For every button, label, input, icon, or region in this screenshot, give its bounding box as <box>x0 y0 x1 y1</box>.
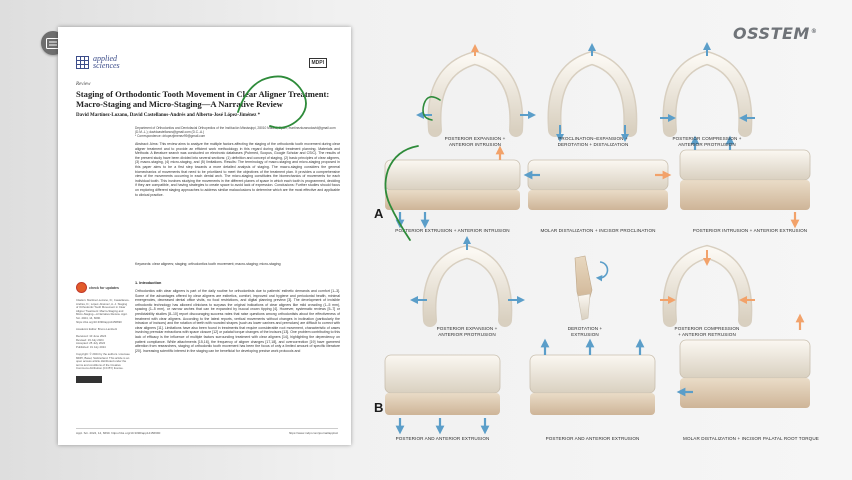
caption-b5: POSTERIOR AND ANTERIOR EXTRUSION <box>545 436 640 441</box>
journal-name-line2: sciences <box>93 61 120 70</box>
caption-b4: POSTERIOR AND ANTERIOR EXTRUSION <box>395 436 490 441</box>
side-view-a4 <box>385 150 520 224</box>
paper-abstract: Abstract: Aims: This review aims to analyze the multiple factors affecting the staging of the orthodontic tooth movement during clear aligner treatment and to provide an efficient work methodology in this regard during digital treatment planning. Materials and Methods: A literature search was conducted on electronic databases (Pubmed, Scopus, Google Scholar and CSIC). The results of the present study have been divided into several sections: (1) definition and concept of staging, (2) basic principles of clear aligners, (3) macro-staging, (4) micro-staging, and (5) limitations. Results: The terminology of macro-staging and micro-staging proposed in this paper aims to be a first step towards a more detailed analysis of staging. The macro-staging considers the general biomechanics of movements that need to be prioritized to meet the objectives of the treatment plan. It provides a comprehensive view of the movements occurring in each dental arch. The micro-staging constitutes the biomechanics of movements for each individual tooth. This involves studying the movements in the different planes of space in which each tooth is programmed, deciding if they are compatible, and having strategies to create space to avoid lack of expression. Conclusions: Further studies should focus on exploring different staging approaches to address similar malocclusions to determine which are the most effective and applicable to clinical practice. <box>135 142 340 197</box>
caption-a4: POSTERIOR EXTRUSION + ANTERIOR INTRUSION <box>395 228 510 233</box>
journal-name-line1: applied <box>93 54 117 63</box>
caption-a1: POSTERIOR EXPANSION + ANTERIOR INTRUSION <box>444 136 506 147</box>
arch-a2 <box>554 47 630 138</box>
single-tooth-b2 <box>575 256 608 320</box>
paper-keywords: Keywords: clear aligners; staging; orthodontics tooth movement; macro-staging; micro-staging <box>135 262 281 266</box>
caption-a2: PROCLINATION–EXPANSION + DEROTATION + DISTALIZATION <box>557 136 629 147</box>
paper-body: Orthodontics with clear aligners is part of the daily routine for orthodontists due to patients' esthetic demands and comfort [1–3]. Some of the advantages offered by clear aligners are esthetics, comfort, improved oral hygiene and periodontal health, minimal emergencies, decreased dental office visits, no food restrictions, and digital planning preview [3]. The development of invisible orthodontic technology has allowed clinicians to surpass the original indications of clear aligners like mild crowding (1–5 mm), spacing (1–5 mm), or narrow arches that can be expanded by buccal crown tipping [4]. However, systematic reviews [5–7] or predictability studies [8–10] report discouraging success rates that raise questions among orthodontists about the effectiveness of treatment with clear aligners. According to the latest reports, vertical movements without changes in inclination (particularly the intrusion of incisors) and the rotation of teeth with rounded shapes (such as lower canines and premolars) are difficult to correct with clear aligners [11]. Limitations have also been found in treatments that require considerable root movement, characteristic of cases involving premolar extractions with space closure [12] or palatal torque changes of the incisors [13]. One problem contributing to this lack of efficacy is the influence of multiple factors surrounding treatment with clear aligners [14], highlighting the dependency on patient compliance. While attachments [15,16], the frequency of aligner changes [17,18], and overcorrection [19] have garnered attention from researchers, staging of orthodontic tooth movement has been the focus of only a limited amount of specific literature [20]. Increasing scientific interest in the staging can be beneficial for developing precise work protocols and <box>135 289 340 353</box>
citation-info: Citation: Martínez-Lozano, D.; Castellanos-Andrés, D.; López-Jiménez, A.-J. Staging of Orthodontic Tooth Movement in Clear Aligner Treatment: Macro-Staging and Micro-Staging—A Narrative Review. Appl. Sci. 2024, 14, 6690. https://doi.org/10.3390/app14156690 Academic Editor: Bruno Lamberti Received: 10 June 2024 Revised: 19 July 2024 Accepted: 25 July 2024 Published: 31 July 2024 Copyright: © 2024 by the authors. Licensee MDPI, Basel, Switzerland. This article is an open access article distributed under the terms and conditions of the Creative Commons Attribution (CC BY) license. <box>76 298 130 371</box>
brand-name: OSSTEM <box>733 24 810 43</box>
label-b: B <box>374 400 384 415</box>
paper-authors: David Martínez-Lozano, David Castellanos-Andrés and Alberto-José López-Jiménez * <box>76 113 261 118</box>
paper-affiliation: Department of Orthodontics and Dentofacial Orthopedics of the Institución Mississippi, 28010 Madrid, Spain; martinezlozanodavid@gmail.com (D.M.-L.); davidcastellanos@gmail.com (D.C.-A.) * Correspondence: drlopezjimenez99@gmail.com <box>135 126 336 139</box>
check-updates-label: check for updates <box>89 285 119 290</box>
caption-a5: MOLAR DISTALIZATION + INCISOR PROCLINATION <box>540 228 656 233</box>
caption-b2: DEROTATION + EXTRUSION <box>567 326 603 337</box>
footer-url: https://www.mdpi.com/journal/applsci <box>288 431 338 435</box>
side-view-b4 <box>385 355 500 430</box>
arch-b3 <box>660 250 755 320</box>
arch-a1 <box>420 48 532 130</box>
caption-a6: POSTERIOR INTRUSION + ANTERIOR EXTRUSION <box>692 228 808 233</box>
section-heading: 1. Introduction <box>135 281 162 285</box>
arch-b1 <box>414 240 521 320</box>
arch-a3 <box>660 46 755 130</box>
side-view-a5 <box>528 160 668 210</box>
publisher-logo: MDPI <box>309 58 328 68</box>
side-view-a6 <box>680 140 810 224</box>
paper-title: Staging of Orthodontic Tooth Movement in Clear Aligner Treatment: Macro-Staging and Micro-Staging—A Narrative Review <box>76 89 330 109</box>
brand-mark: ® <box>810 27 818 35</box>
caption-b1: POSTERIOR EXPANSION + ANTERIOR PROTRUSION <box>436 326 498 337</box>
caption-a3: POSTERIOR COMPRESSION + ANTERIOR PROTRUSION <box>672 136 742 147</box>
article-type: Review <box>76 82 91 87</box>
footer-citation: Appl. Sci. 2024, 14, 6690. https://doi.org/10.3390/app14156690 <box>76 431 161 435</box>
side-view-b5 <box>530 343 655 415</box>
caption-b3: POSTERIOR COMPRESSION + ANTERIOR RETRUSION <box>674 326 740 337</box>
label-a: A <box>374 206 384 221</box>
caption-b6: MOLAR DISTALIZATION + INCISOR PALATAL ROOT TORQUE <box>683 436 819 441</box>
